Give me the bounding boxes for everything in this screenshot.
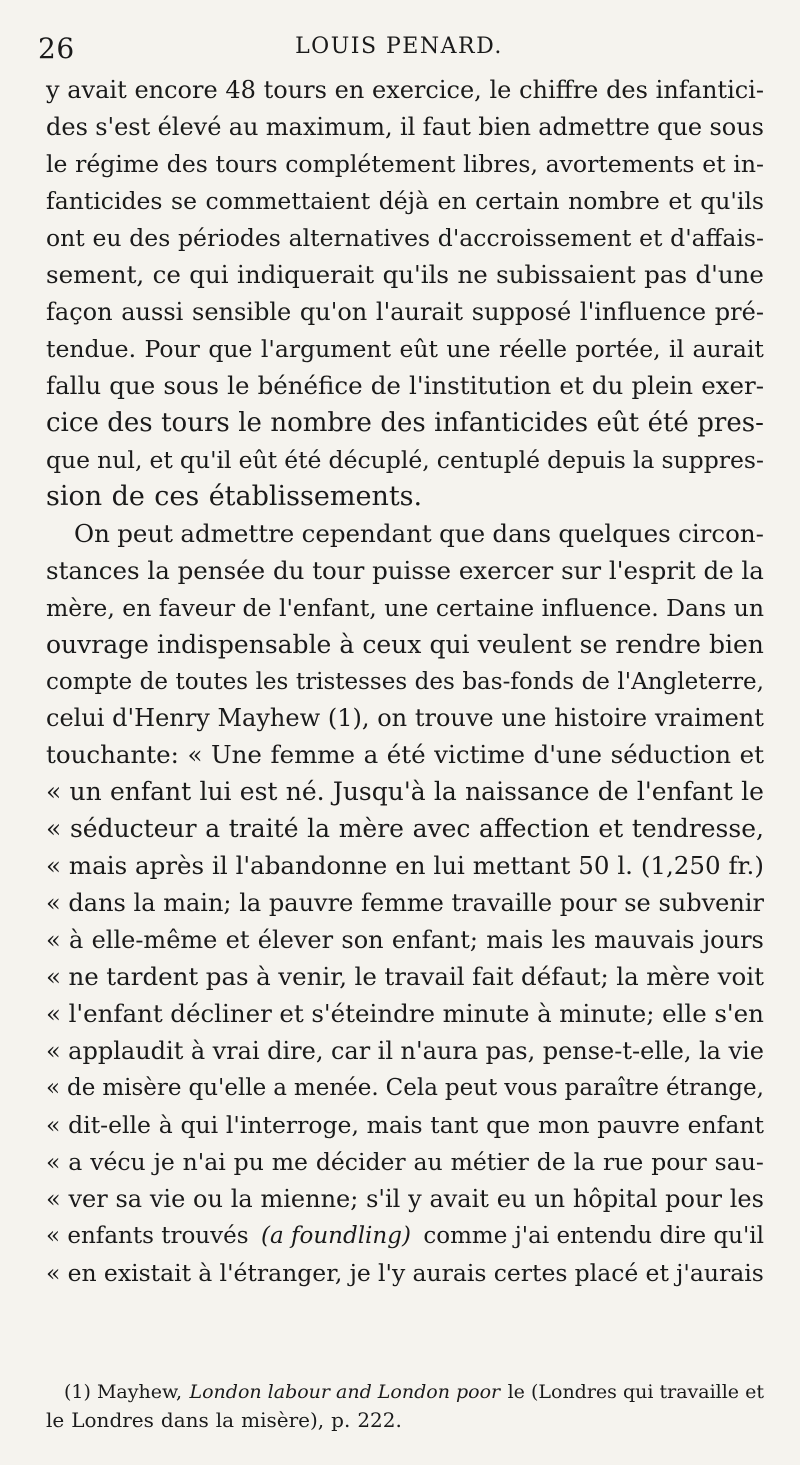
text-line: sion de ces établissements. xyxy=(46,480,423,512)
footnote xyxy=(46,1378,764,1434)
footnote-italic-title: London labour and London poor xyxy=(189,1381,501,1403)
text-line: tendue. Pour que l'argument eût une réelle portée, il aurait xyxy=(46,334,764,363)
footnote-segment: (1) Mayhew, xyxy=(64,1381,182,1403)
text-line: « applaudit à vrai dire, car il n'aura pas, pense-t-elle, la vie xyxy=(46,1037,764,1066)
footnote-line: le Londres dans la misère), p. 222. xyxy=(46,1408,402,1432)
footnote-line xyxy=(46,1378,764,1406)
text-segment: comme j'ai entendu dire qu'il xyxy=(423,1223,764,1250)
text-line: « dans la main; la pauvre femme travaille pour se subvenir xyxy=(46,889,764,918)
text-line: « dit-elle à qui l'interroge, mais tant que mon pauvre enfant xyxy=(46,1111,764,1140)
text-line: compte de toutes les tristesses des bas-fonds de l'Angleterre, xyxy=(46,668,764,695)
text-line: ont eu des périodes alternatives d'accroissement et d'affais- xyxy=(46,223,764,252)
text-line: mère, en faveur de l'enfant, une certaine influence. Dans un xyxy=(46,593,764,622)
text-line: « ne tardent pas à venir, le travail fait défaut; la mère voit xyxy=(46,962,764,992)
text-line: « à elle-même et élever son enfant; mais les mauvais jours xyxy=(46,926,764,955)
text-line: celui d'Henry Mayhew (1), on trouve une histoire vraiment xyxy=(46,704,764,733)
text-line: « mais après il l'abandonne en lui mettant 50 l. (1,250 fr.) xyxy=(46,851,764,881)
body-text xyxy=(46,72,764,1292)
text-line: stances la pensée du tour puisse exercer sur l'esprit de la xyxy=(46,555,764,585)
text-segment: « enfants trouvés xyxy=(46,1223,249,1250)
text-line: y avait encore 48 tours en exercice, le chiffre des infantici- xyxy=(46,76,764,104)
text-line: « ver sa vie ou la mienne; s'il y avait eu un hôpital pour les xyxy=(46,1185,764,1214)
italic-term: (a foundling) xyxy=(260,1223,411,1250)
text-line: des s'est élevé au maximum, il faut bien admettre que sous xyxy=(46,112,764,141)
running-head: LOUIS PENARD. xyxy=(295,34,503,59)
page-header xyxy=(38,32,760,68)
text-line: que nul, et qu'il eût été décuplé, centuplé depuis la suppres- xyxy=(46,445,764,474)
text-line: fanticides se commettaient déjà en certain nombre et qu'ils xyxy=(46,186,764,215)
text-line: « de misère qu'elle a menée. Cela peut vous paraître étrange, xyxy=(46,1075,764,1102)
text-line: façon aussi sensible qu'on l'aurait supposé l'influence pré- xyxy=(46,297,764,326)
page-number: 26 xyxy=(38,32,75,65)
text-line: ouvrage indispensable à ceux qui veulent se rendre bien xyxy=(46,629,764,659)
text-line: « a vécu je n'ai pu me décider au métier de la rue pour sau- xyxy=(46,1148,764,1177)
text-line: « un enfant lui est né. Jusqu'à la naissance de l'enfant le xyxy=(46,777,764,807)
text-line: « en existait à l'étranger, je l'y aurais certes placé et j'aurais xyxy=(46,1259,764,1287)
text-line: touchante: « Une femme a été victime d'une séduction et xyxy=(46,740,764,770)
paragraph-first-line: On peut admettre cependant que dans quelques circon- xyxy=(74,518,764,548)
text-line: fallu que sous le bénéfice de l'institution et du plein exer- xyxy=(46,370,764,400)
footnote-segment: le (Londres qui travaille et xyxy=(507,1381,764,1403)
text-line: « séducteur a traité la mère avec affection et tendresse, xyxy=(46,814,764,844)
text-line: sement, ce qui indiquerait qu'ils ne subissaient pas d'une xyxy=(46,259,764,289)
text-line: le régime des tours complétement libres, avortements et in- xyxy=(46,149,764,178)
text-line: « l'enfant décliner et s'éteindre minute à minute; elle s'en xyxy=(46,999,764,1029)
text-line xyxy=(46,1218,764,1255)
text-line: cice des tours le nombre des infanticides eût été pres- xyxy=(46,407,764,438)
